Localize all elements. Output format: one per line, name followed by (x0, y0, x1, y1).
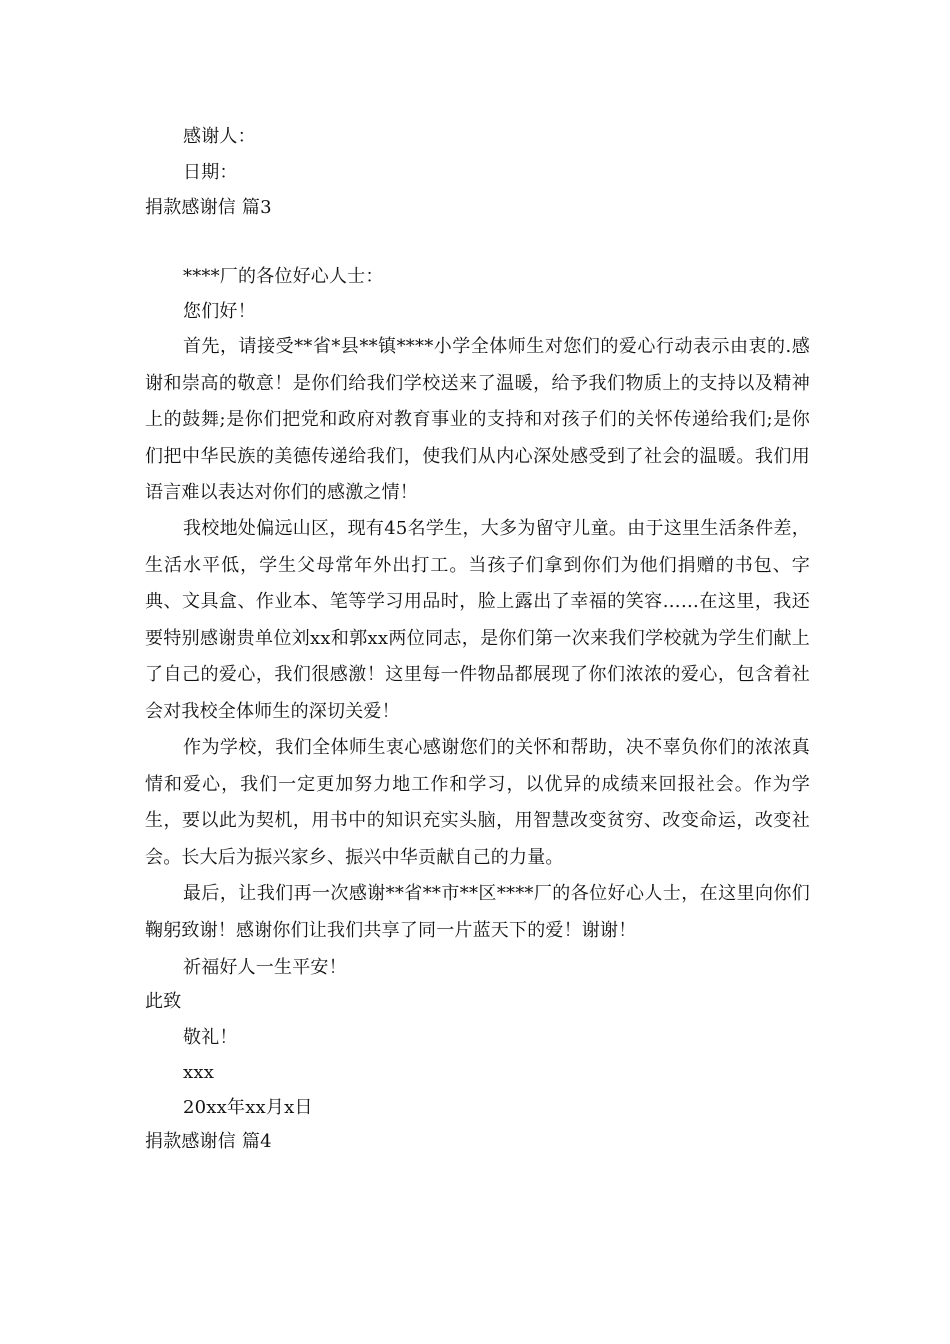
letter-sender: xxx (183, 1062, 215, 1083)
body-paragraph-4: 最后，让我们再一次感谢**省**市**区****厂的各位好心人士，在这里向你们鞠躬致谢！感谢你们让我们共享了同一片蓝天下的爱！谢谢！ (145, 883, 810, 941)
date-label: 日期： (183, 162, 238, 183)
letter-blessing: 祈福好人一生平安！ (183, 957, 347, 978)
section-heading-3: 捐款感谢信 篇3 (145, 197, 272, 218)
section-heading-4: 捐款感谢信 篇4 (145, 1131, 272, 1152)
letter-salute: 敬礼！ (183, 1027, 238, 1048)
body-paragraph-1: 首先，请接受**省*县**镇****小学全体师生对您们的爱心行动表示由衷的.感谢和崇高的敬意！是你们给我们学校送来了温暖，给予我们物质上的支持以及精神上的鼓舞;是你们把党和政府对教育事业的支持和对孩子们的关怀传递给我们;是你们把中华民族的美德传递给我们，使我们从内心深处感受到了社会的温暖。我们用语言难以表达对你们的感激之情！ (145, 336, 810, 503)
letter-salutation: ****厂的各位好心人士： (183, 266, 384, 287)
letter-greeting: 您们好！ (183, 301, 256, 322)
body-paragraph-3: 作为学校，我们全体师生衷心感谢您们的关怀和帮助，决不辜负你们的浓浓真情和爱心，我们一定更加努力地工作和学习，以优异的成绩来回报社会。作为学生，要以此为契机，用书中的知识充实头脑，用智慧改变贫穷、改变命运，改变社会。长大后为振兴家乡、振兴中华贡献自己的力量。 (145, 737, 810, 868)
letter-date: 20xx年xx月x日 (183, 1097, 313, 1118)
body-paragraph-2: 我校地处偏远山区，现有45名学生，大多为留守儿童。由于这里生活条件差，生活水平低，学生父母常年外出打工。当孩子们拿到你们为他们捐赠的书包、字典、文具盒、作业本、笔等学习用品时，脸上露出了幸福的笑容……在这里，我还要特别感谢贵单位刘xx和郭xx两位同志，是你们第一次来我们学校就为学生们献上了自己的爱心，我们很感激！这里每一件物品都展现了你们浓浓的爱心，包含着社会对我校全体师生的深切关爱！ (145, 518, 810, 722)
letter-closing: 此致 (145, 991, 182, 1012)
thanker-label: 感谢人： (183, 126, 256, 147)
